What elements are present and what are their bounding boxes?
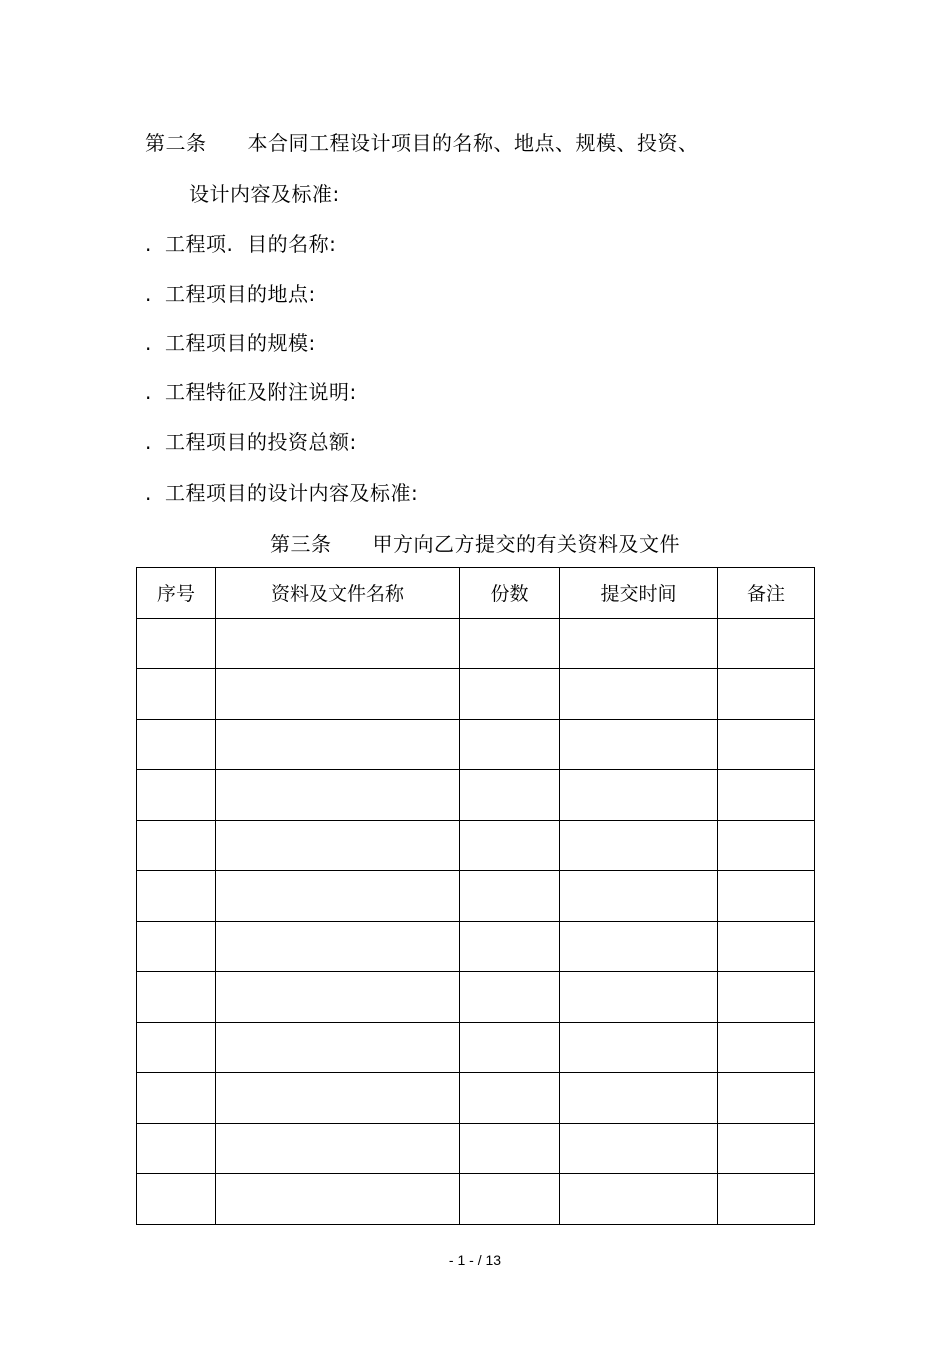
table-cell bbox=[460, 871, 560, 922]
table-cell bbox=[216, 820, 460, 871]
table-cell bbox=[460, 1073, 560, 1124]
table-cell bbox=[216, 921, 460, 972]
table-cell bbox=[137, 1174, 216, 1225]
table-cell bbox=[137, 719, 216, 770]
table-cell bbox=[718, 820, 815, 871]
table-cell bbox=[137, 921, 216, 972]
table-cell bbox=[460, 820, 560, 871]
table-row bbox=[137, 972, 815, 1023]
table-row bbox=[137, 820, 815, 871]
table-cell bbox=[718, 669, 815, 720]
table-row bbox=[137, 770, 815, 821]
bullet: . bbox=[145, 232, 152, 256]
table-cell bbox=[718, 719, 815, 770]
table-cell bbox=[560, 618, 718, 669]
table-cell bbox=[216, 1174, 460, 1225]
table-cell bbox=[137, 669, 216, 720]
bullet: . bbox=[145, 380, 152, 404]
item-label: 工程项目的设计内容及标准: bbox=[165, 481, 419, 505]
table-cell bbox=[216, 1123, 460, 1174]
item-label: 工程项目的规模: bbox=[165, 331, 316, 355]
table-cell bbox=[216, 972, 460, 1023]
table-row bbox=[137, 669, 815, 720]
table-row bbox=[137, 1073, 815, 1124]
bullet: . bbox=[145, 481, 152, 505]
header-submission-time: 提交时间 bbox=[560, 568, 718, 619]
table-cell bbox=[560, 921, 718, 972]
table-cell bbox=[216, 1073, 460, 1124]
project-item-design-content bbox=[145, 481, 418, 505]
table-cell bbox=[560, 1073, 718, 1124]
item-label: 工程项目的地点: bbox=[165, 282, 316, 306]
table-cell bbox=[216, 719, 460, 770]
table-cell bbox=[560, 770, 718, 821]
article-2-heading-continuation: 设计内容及标准: bbox=[189, 182, 340, 206]
page-number: - 1 - / 13 bbox=[448, 1252, 502, 1268]
table-row bbox=[137, 1174, 815, 1225]
table-cell bbox=[137, 1073, 216, 1124]
table-cell bbox=[560, 1123, 718, 1174]
project-item-features bbox=[145, 380, 357, 404]
project-item-name bbox=[145, 232, 336, 256]
table-body bbox=[137, 618, 815, 1224]
table-cell bbox=[718, 1073, 815, 1124]
table-row bbox=[137, 921, 815, 972]
table-header-row bbox=[137, 568, 815, 619]
item-label: 工程项. 目的名称: bbox=[165, 232, 337, 256]
table-cell bbox=[460, 1123, 560, 1174]
table-cell bbox=[718, 618, 815, 669]
header-document-name: 资料及文件名称 bbox=[216, 568, 460, 619]
table-cell bbox=[216, 669, 460, 720]
table-cell bbox=[560, 719, 718, 770]
table-cell bbox=[216, 770, 460, 821]
project-item-location bbox=[145, 282, 316, 306]
table-cell bbox=[216, 1022, 460, 1073]
project-item-scale bbox=[145, 331, 316, 355]
project-item-investment bbox=[145, 430, 357, 454]
table-cell bbox=[718, 972, 815, 1023]
article-3-heading: 第三条 甲方向乙方提交的有关资料及文件 bbox=[270, 532, 680, 556]
table-row bbox=[137, 1022, 815, 1073]
item-label: 工程特征及附注说明: bbox=[165, 380, 357, 404]
table-row bbox=[137, 719, 815, 770]
table-cell bbox=[560, 1022, 718, 1073]
table-cell bbox=[137, 820, 216, 871]
table-cell bbox=[460, 972, 560, 1023]
table-cell bbox=[460, 719, 560, 770]
table-cell bbox=[137, 1123, 216, 1174]
table-cell bbox=[718, 1022, 815, 1073]
header-remarks: 备注 bbox=[718, 568, 815, 619]
bullet: . bbox=[145, 282, 152, 306]
table-cell bbox=[137, 770, 216, 821]
table-cell bbox=[718, 871, 815, 922]
documents-table bbox=[136, 567, 815, 1225]
table-cell bbox=[718, 770, 815, 821]
table-row bbox=[137, 618, 815, 669]
article-2-heading: 第二条 本合同工程设计项目的名称、地点、规模、投资、 bbox=[145, 131, 699, 155]
table-cell bbox=[216, 618, 460, 669]
table-cell bbox=[560, 871, 718, 922]
table-cell bbox=[460, 1174, 560, 1225]
table-cell bbox=[460, 921, 560, 972]
table-row bbox=[137, 871, 815, 922]
bullet: . bbox=[145, 430, 152, 454]
table-cell bbox=[137, 972, 216, 1023]
table-cell bbox=[560, 820, 718, 871]
table-cell bbox=[137, 618, 216, 669]
table-cell bbox=[560, 669, 718, 720]
item-label: 工程项目的投资总额: bbox=[165, 430, 357, 454]
bullet: . bbox=[145, 331, 152, 355]
table-cell bbox=[560, 1174, 718, 1225]
table-cell bbox=[718, 1123, 815, 1174]
header-copies: 份数 bbox=[460, 568, 560, 619]
table-cell bbox=[718, 1174, 815, 1225]
table-cell bbox=[460, 770, 560, 821]
table-cell bbox=[718, 921, 815, 972]
table-row bbox=[137, 1123, 815, 1174]
table-cell bbox=[216, 871, 460, 922]
table-cell bbox=[460, 618, 560, 669]
table-cell bbox=[137, 871, 216, 922]
table-cell bbox=[560, 972, 718, 1023]
table-cell bbox=[460, 669, 560, 720]
table-cell bbox=[460, 1022, 560, 1073]
table-cell bbox=[137, 1022, 216, 1073]
header-serial-number: 序号 bbox=[137, 568, 216, 619]
